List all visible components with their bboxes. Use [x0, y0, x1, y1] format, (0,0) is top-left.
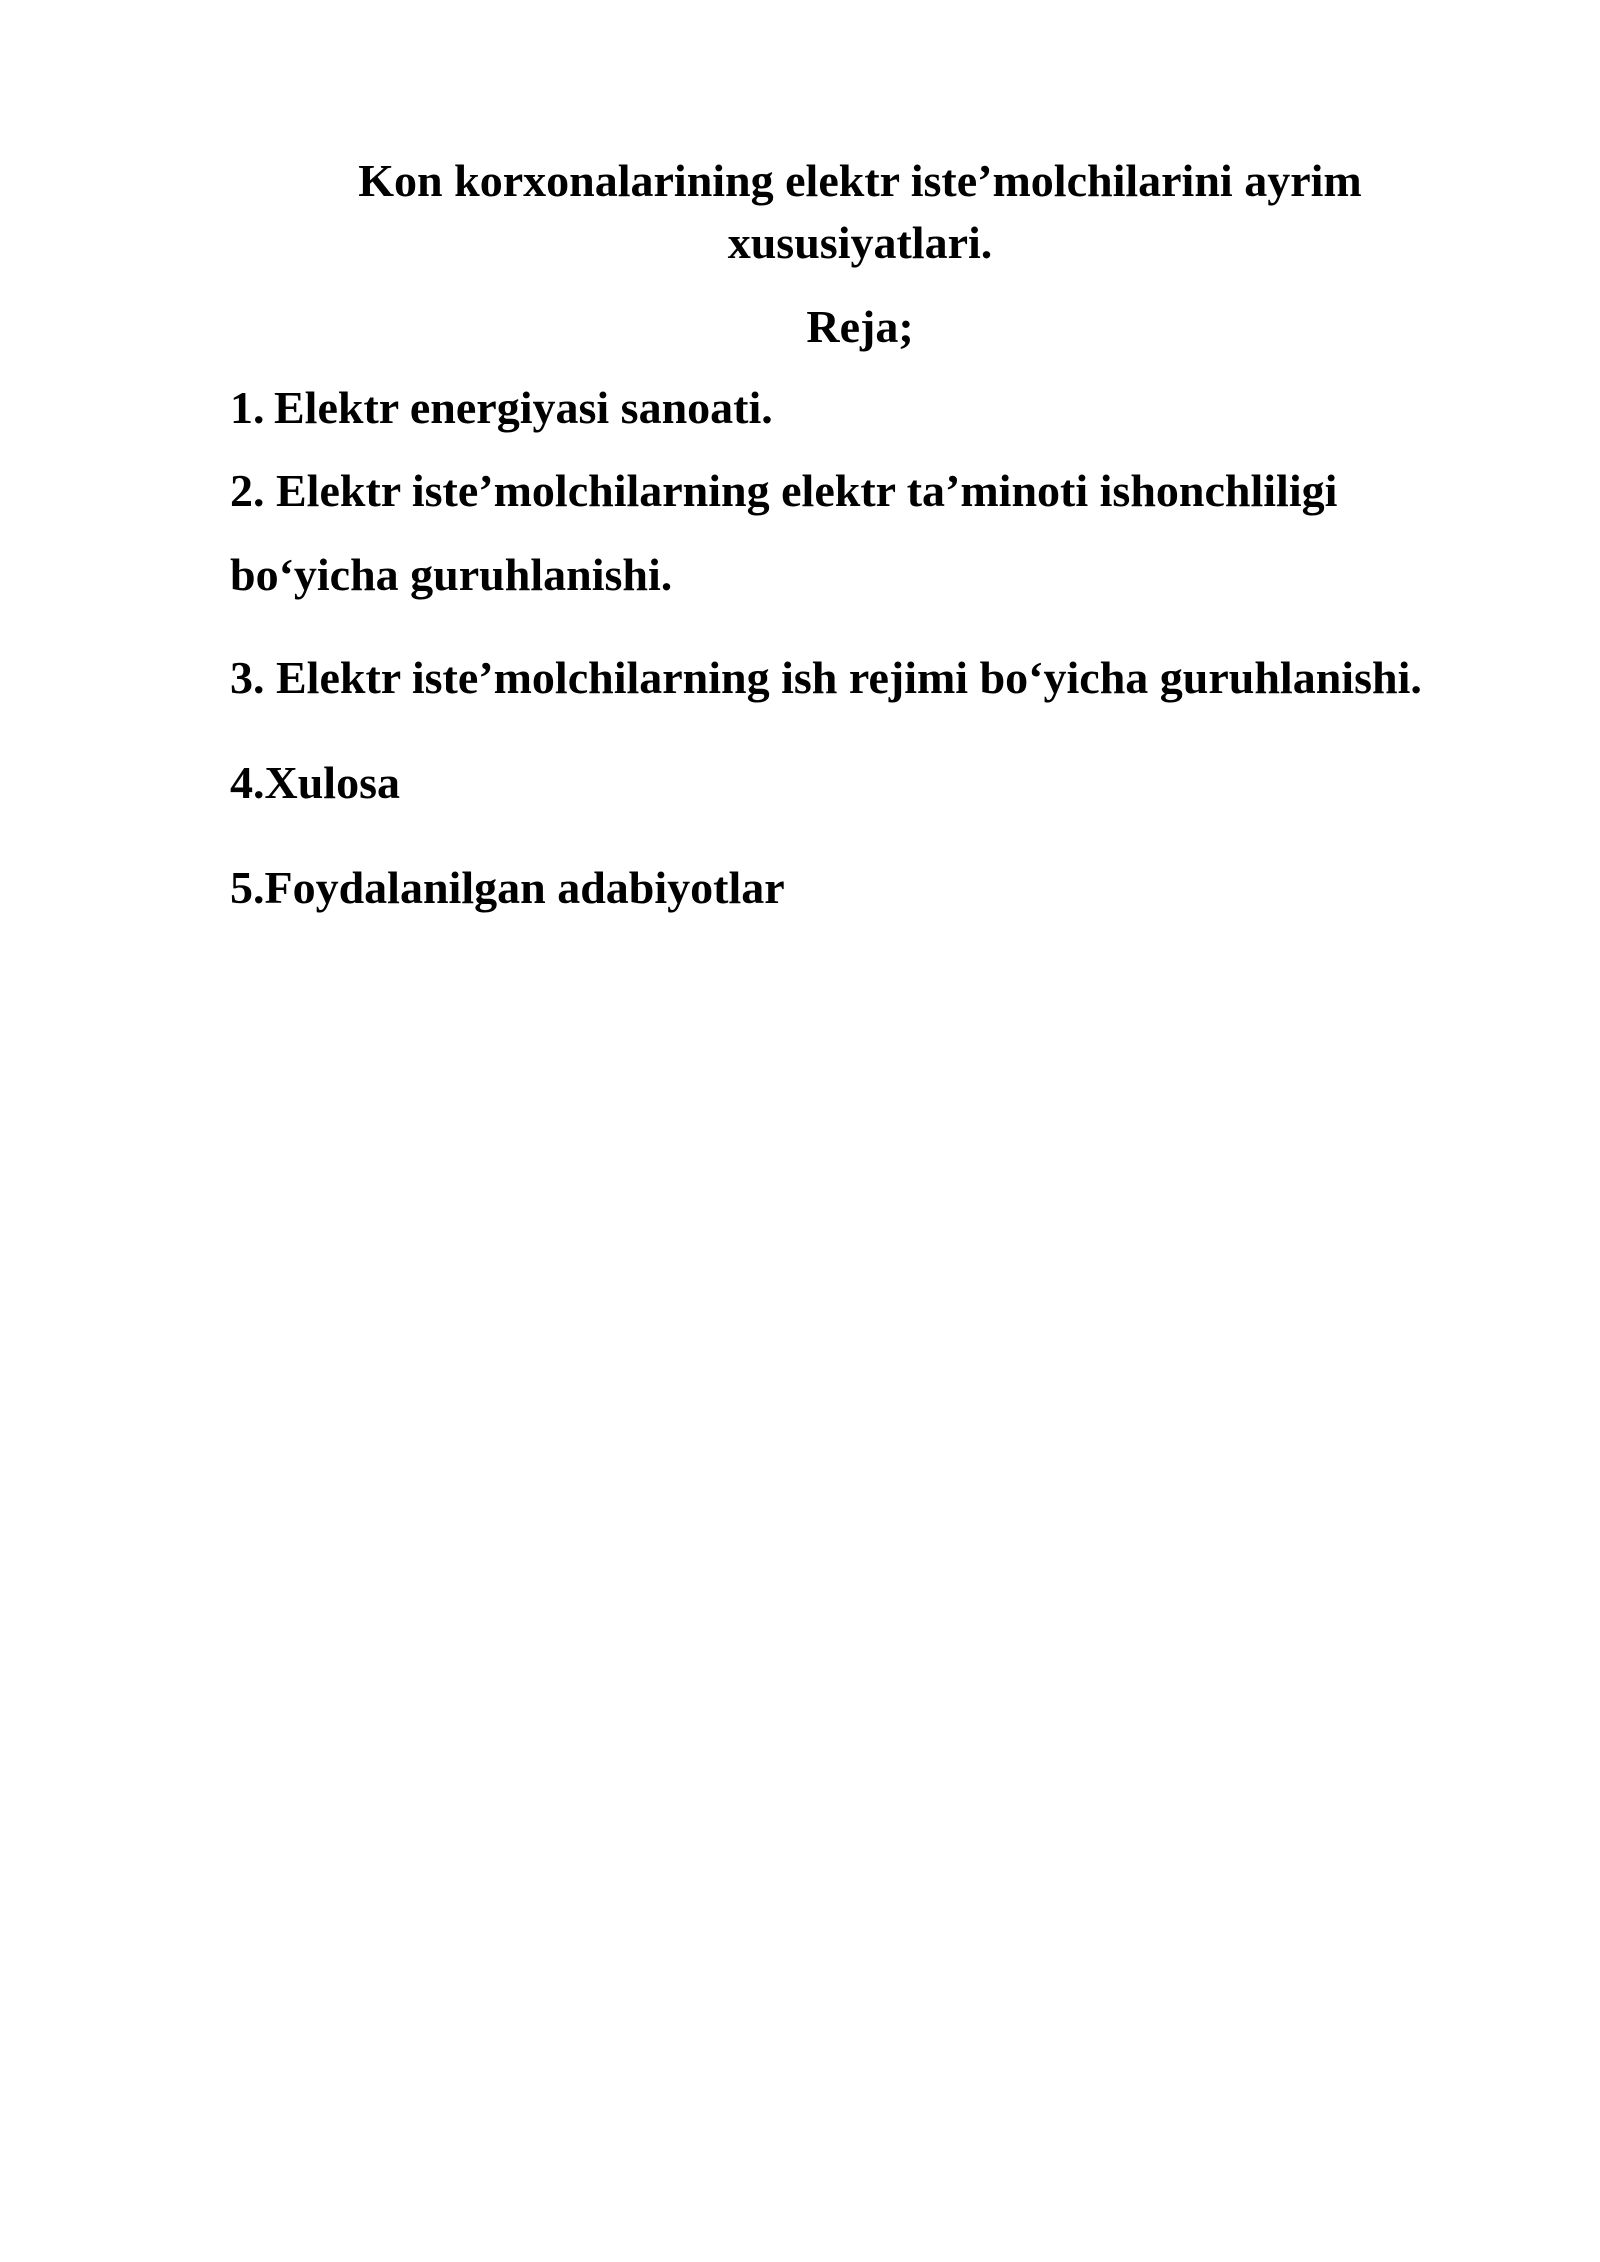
plan-item-2-line-1: 2. Elektr iste’molchilarning elektr ta’minoti ishonchliligi: [230, 465, 1338, 516]
plan-heading: Reja;: [806, 301, 914, 352]
plan-item-1-number: 1.: [230, 382, 265, 433]
plan-item-5: 5.Foydalanilgan adabiyotlar: [230, 862, 785, 913]
plan-item-2-line-2: bo‘yicha guruhlanishi.: [230, 549, 673, 600]
plan-item-4: 4.Xulosa: [230, 757, 400, 808]
document-title: [230, 150, 1490, 274]
plan-item-1-text: Elektr energiyasi sanoati.: [274, 382, 773, 433]
document-title-line-1: Kon korxonalarining elektr iste’molchilarini ayrim: [358, 155, 1362, 206]
plan-item-1: [230, 377, 1530, 439]
document-title-line-2: xususiyatlari.: [727, 217, 993, 268]
plan-item-3: 3. Elektr iste’molchilarning ish rejimi bo‘yicha guruhlanishi.: [230, 652, 1422, 703]
